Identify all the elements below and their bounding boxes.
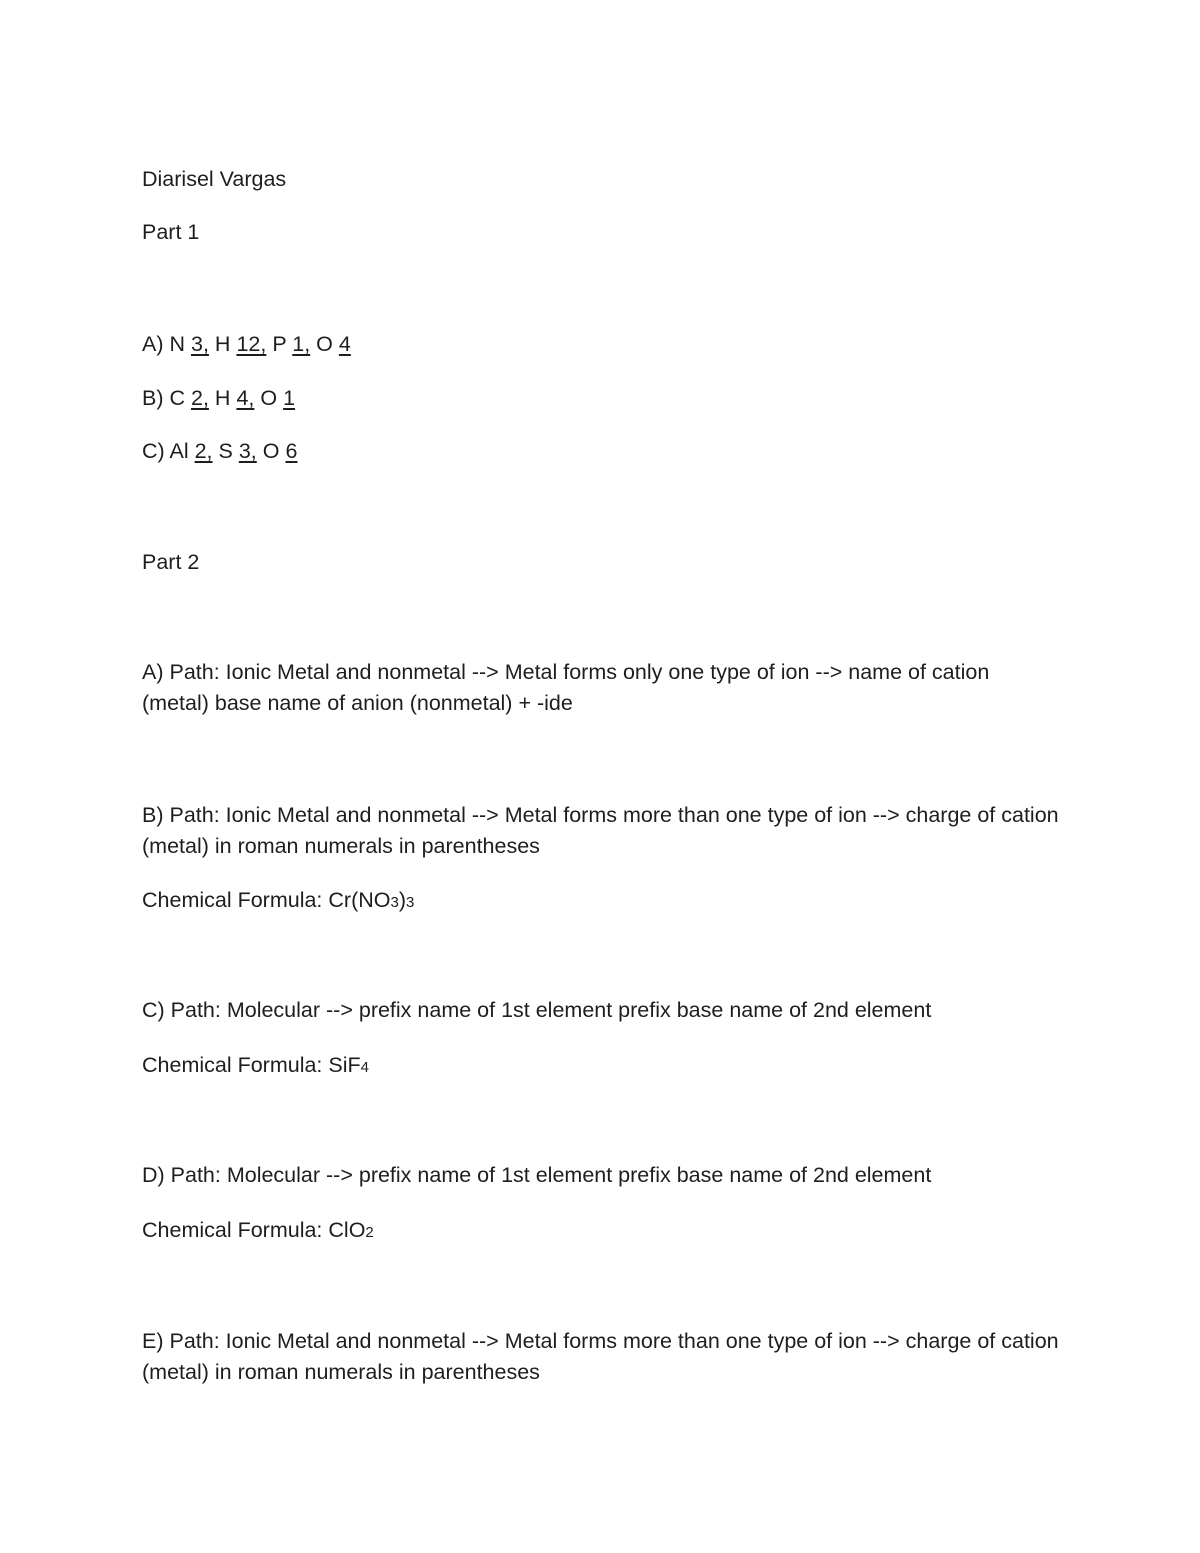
part2-b-path: B) Path: Ionic Metal and nonmetal --> Metal forms more than one type of ion --> charge of cation (metal) in roman numerals in parentheses <box>142 803 1059 858</box>
element-symbol: H <box>214 332 231 356</box>
formula-text: ClO <box>328 1218 366 1242</box>
formula-text: Cr(NO <box>328 888 391 912</box>
element-count: 3, <box>191 332 209 356</box>
formula-subscript: 4 <box>360 1059 369 1076</box>
element-symbol: O <box>262 439 280 463</box>
formula-subscript: 2 <box>365 1224 374 1241</box>
row-label: B) <box>142 386 164 410</box>
element-symbol: H <box>214 386 231 410</box>
element-symbol: N <box>169 332 186 356</box>
part1-row-a <box>142 329 351 359</box>
part2-b-formula <box>142 885 414 918</box>
formula-label: Chemical Formula: <box>142 1218 329 1242</box>
element-symbol: C <box>169 386 186 410</box>
element-symbol: P <box>272 332 287 356</box>
part2-c-path: C) Path: Molecular --> prefix name of 1st element prefix base name of 2nd element <box>142 998 932 1022</box>
formula-subscript: 3 <box>390 894 399 911</box>
element-count: 2, <box>194 439 213 463</box>
part2-d-formula <box>142 1215 374 1248</box>
part2-c-formula <box>142 1050 369 1083</box>
element-count: 1 <box>283 386 296 410</box>
formula-label: Chemical Formula: <box>142 1053 329 1077</box>
element-count: 2, <box>191 386 209 410</box>
part2-a-path: A) Path: Ionic Metal and nonmetal --> Metal forms only one type of ion --> name of cation (metal) base name of anion (nonmetal) + -ide <box>142 660 990 715</box>
part2-e-path: E) Path: Ionic Metal and nonmetal --> Metal forms more than one type of ion --> charge of cation (metal) in roman numerals in parentheses <box>142 1329 1059 1384</box>
element-count: 4 <box>338 332 351 356</box>
formula-subscript: 3 <box>406 894 415 911</box>
part2-heading: Part 2 <box>142 550 200 574</box>
element-count: 4, <box>236 386 255 410</box>
formula-text: ) <box>398 888 407 912</box>
formula-label: Chemical Formula: <box>142 888 329 912</box>
row-label: A) <box>142 332 164 356</box>
part1-heading: Part 1 <box>142 220 200 244</box>
formula-text: SiF <box>328 1053 361 1077</box>
element-count: 12, <box>236 332 267 356</box>
element-symbol: Al <box>169 439 189 463</box>
row-label: C) <box>142 439 165 463</box>
element-symbol: O <box>316 332 333 356</box>
element-count: 6 <box>285 439 298 463</box>
part1-row-b <box>142 383 295 413</box>
element-count: 3, <box>238 439 257 463</box>
element-count: 1, <box>292 332 311 356</box>
part2-d-path: D) Path: Molecular --> prefix name of 1st element prefix base name of 2nd element <box>142 1163 932 1187</box>
author-name: Diarisel Vargas <box>142 167 287 191</box>
element-symbol: S <box>218 439 233 463</box>
part1-row-c <box>142 436 297 466</box>
element-symbol: O <box>260 386 278 410</box>
